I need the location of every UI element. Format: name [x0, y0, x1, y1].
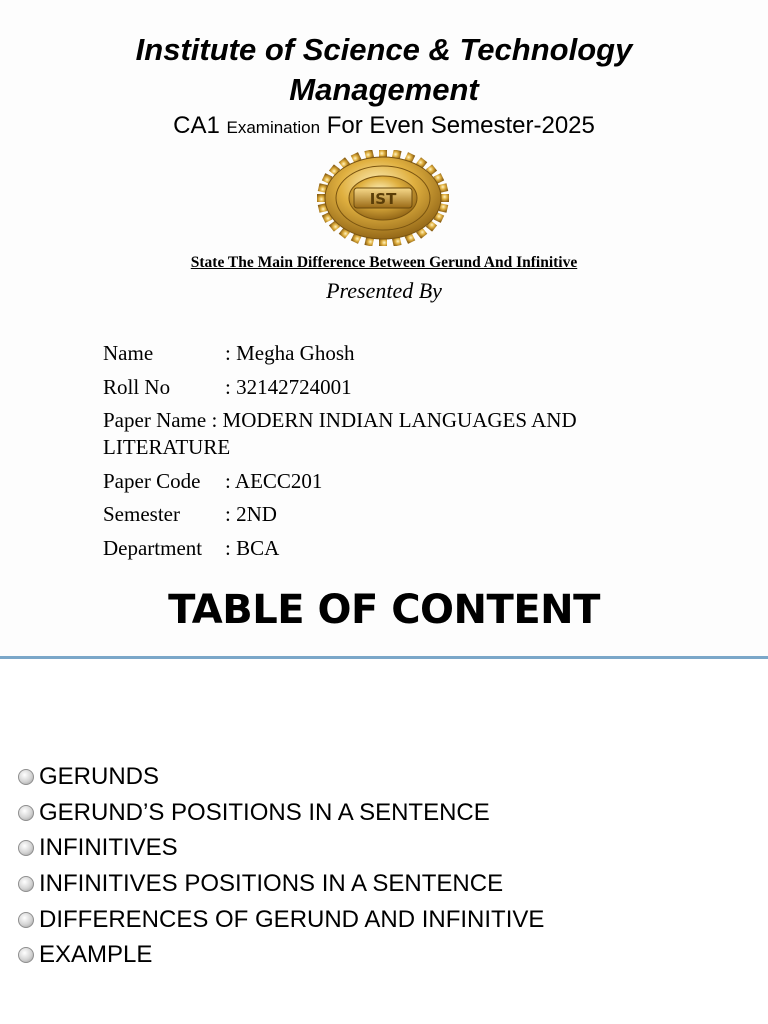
toc-item-label: GERUNDS [39, 762, 160, 790]
detail-label: Paper Name [103, 408, 207, 432]
detail-value: : MODERN INDIAN LANGUAGES AND LITERATURE [103, 408, 577, 459]
logo-gear-tooth [379, 239, 387, 246]
exam-line [0, 111, 768, 143]
toc-item-label: INFINITIVES [39, 834, 178, 862]
toc-slide [0, 659, 768, 1024]
institute-title [0, 30, 768, 110]
presentation-topic: State The Main Difference Between Gerund And Infinitive [190, 254, 578, 271]
institute-title-line1: Institute of Science & Technology [135, 32, 633, 67]
bullet-icon [18, 769, 34, 785]
detail-label: Paper Code [103, 468, 201, 493]
institute-logo-icon [316, 150, 450, 246]
detail-value: : 32142724001 [225, 374, 352, 399]
toc-item-label: EXAMPLE [39, 941, 153, 969]
student-details [103, 340, 663, 568]
toc-item [18, 759, 544, 795]
logo-gear-tooth [441, 194, 449, 202]
detail-value: : BCA [225, 535, 280, 560]
toc-item [18, 866, 544, 902]
detail-row-paper-code [103, 468, 663, 495]
toc-list [18, 759, 544, 973]
logo-gear-tooth [379, 150, 387, 157]
bullet-icon [18, 912, 34, 928]
exam-part-ca1: CA1 [173, 112, 227, 139]
detail-row-semester [103, 501, 663, 528]
bullet-icon [18, 840, 34, 856]
exam-part-semester: For Even Semester-2025 [320, 112, 595, 139]
toc-item-label: DIFFERENCES OF GERUND AND INFINITIVE [39, 905, 545, 933]
detail-row-department [103, 535, 663, 562]
toc-item [18, 937, 544, 973]
detail-label: Name [103, 341, 154, 365]
detail-row-name [103, 340, 663, 367]
detail-value: : 2ND [225, 502, 277, 526]
logo-gear-tooth [317, 194, 325, 202]
detail-label: Department [103, 535, 203, 560]
detail-value: : Megha Ghosh [225, 341, 355, 365]
toc-item-label: GERUND’S POSITIONS IN A SENTENCE [39, 798, 490, 826]
detail-row-paper-name [103, 407, 663, 461]
detail-label: Semester [103, 502, 180, 526]
toc-item [18, 830, 544, 866]
toc-heading: TABLE OF CONTENT [168, 587, 600, 633]
toc-item [18, 902, 544, 938]
bullet-icon [18, 947, 34, 963]
presented-by: Presented By [326, 278, 442, 303]
institute-title-line2: Management [289, 72, 479, 107]
detail-row-roll [103, 374, 663, 401]
detail-label: Roll No [103, 374, 171, 399]
bullet-icon [18, 805, 34, 821]
logo-monogram: IST [369, 190, 397, 208]
bullet-icon [18, 876, 34, 892]
toc-item [18, 795, 544, 831]
detail-value: : AECC201 [225, 468, 323, 493]
exam-part-examination: Examination [226, 118, 321, 137]
toc-item-label: INFINITIVES POSITIONS IN A SENTENCE [39, 869, 504, 897]
